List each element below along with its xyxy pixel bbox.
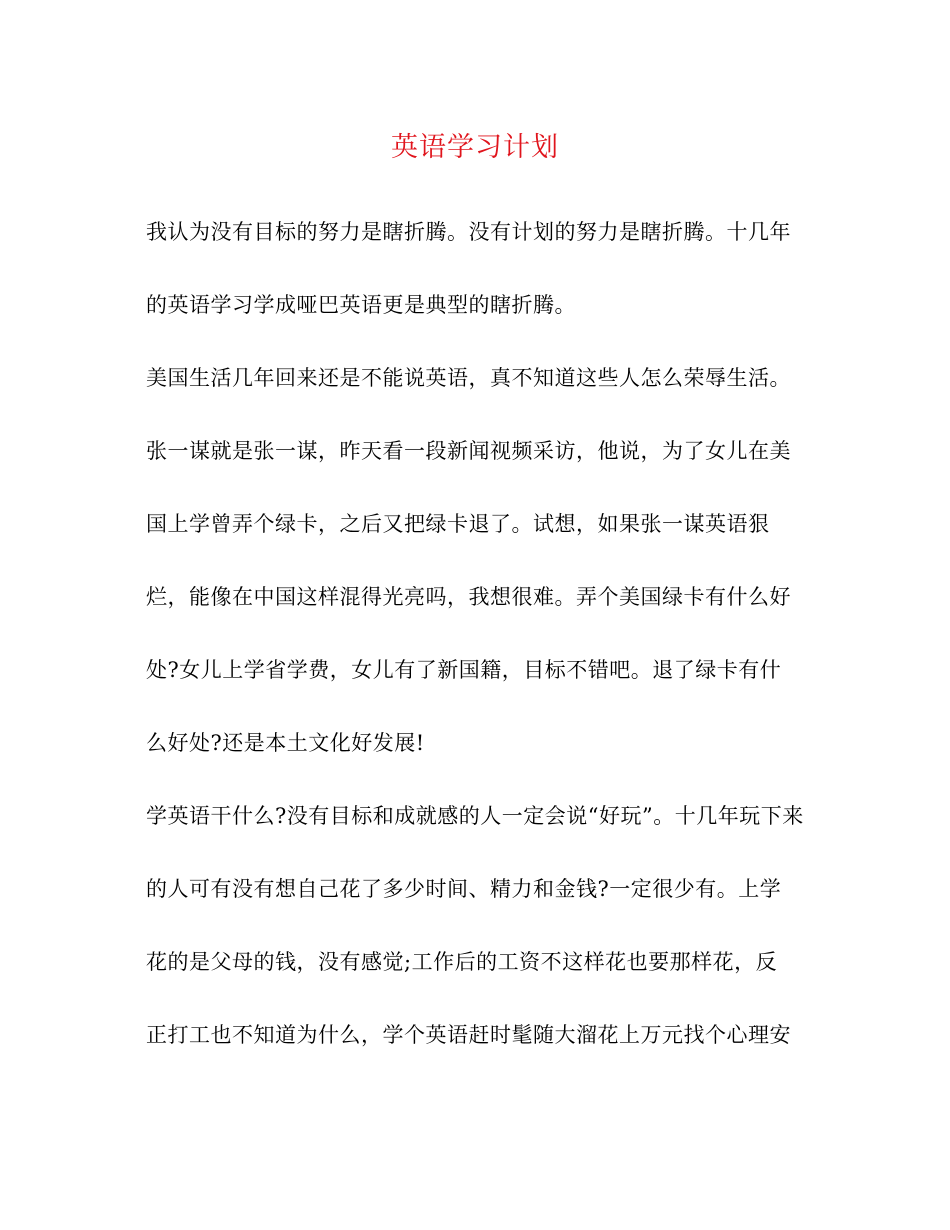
document-body (146, 212, 816, 1088)
text-line: 的英语学习学成哑巴英语更是典型的瞎折腾。 (146, 293, 576, 317)
text-line: 处?女儿上学省学费，女儿有了新国籍，目标不错吧。退了绿卡有什 (146, 658, 782, 682)
text-line: 美国生活几年回来还是不能说英语，真不知道这些人怎么荣辱生活。 (146, 366, 791, 390)
text-line: 花的是父母的钱，没有感觉;工作后的工资不这样花也要那样花，反 (146, 950, 778, 974)
text-line: 张一谋就是张一谋，昨天看一段新闻视频采访，他说，为了女儿在美 (146, 439, 791, 463)
text-line: 学英语干什么?没有目标和成就感的人一定会说“好玩”。十几年玩下来 (146, 804, 804, 828)
text-line: 烂，能像在中国这样混得光亮吗，我想很难。弄个美国绿卡有什么好 (146, 585, 791, 609)
document-title: 英语学习计划 (391, 132, 559, 163)
text-line: 的人可有没有想自己花了多少时间、精力和金钱?一定很少有。上学 (146, 877, 782, 901)
text-line: 国上学曾弄个绿卡，之后又把绿卡退了。试想，如果张一谋英语狠 (146, 512, 770, 536)
text-line: 么好处?还是本土文化好发展! (146, 731, 425, 755)
text-line: 我认为没有目标的努力是瞎折腾。没有计划的努力是瞎折腾。十几年 (146, 220, 791, 244)
text-line: 正打工也不知道为什么，学个英语赶时髦随大溜花上万元找个心理安 (146, 1023, 791, 1047)
